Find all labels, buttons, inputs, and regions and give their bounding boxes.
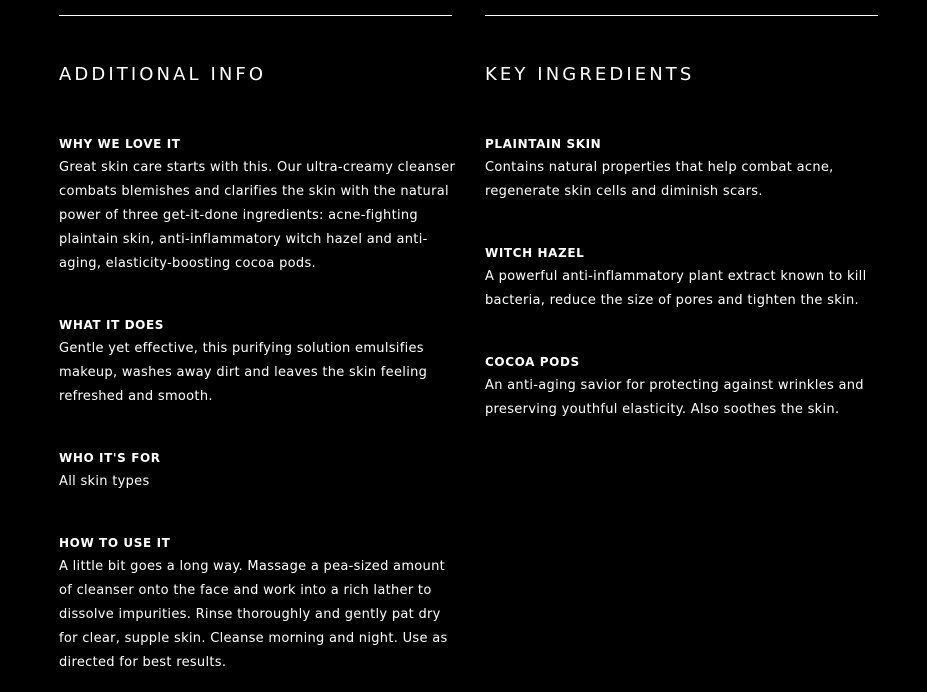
section-why-we-love-it: [59, 136, 456, 276]
text-line: plaintain skin, anti-inflammatory witch hazel and anti-: [59, 232, 428, 247]
text-line: regenerate skin cells and diminish scars.: [485, 184, 763, 199]
text-line: dissolve impurities. Rinse thoroughly and gently pat dry: [59, 607, 441, 622]
key-ingredients-title: KEY INGREDIENTS: [485, 64, 695, 85]
section-text: [59, 470, 452, 494]
ingredient-heading: PLAINTAIN SKIN: [485, 137, 602, 151]
ingredient-text: [485, 374, 878, 422]
text-line: refreshed and smooth.: [59, 389, 213, 404]
ingredient-cocoa-pods: [485, 354, 878, 422]
text-line: A powerful anti-inflammatory plant extract known to kill: [485, 269, 867, 284]
section-text: [59, 337, 452, 409]
section-who-its-for: [59, 450, 452, 494]
ingredient-heading: WITCH HAZEL: [485, 246, 585, 260]
additional-info-title: ADDITIONAL INFO: [59, 64, 267, 85]
text-line: preserving youthful elasticity. Also soothes the skin.: [485, 402, 840, 417]
divider: [59, 15, 452, 16]
text-line: An anti-aging savior for protecting against wrinkles and: [485, 378, 864, 393]
text-line: Gentle yet effective, this purifying solution emulsifies: [59, 341, 424, 356]
text-line: for clear, supple skin. Cleanse morning and night. Use as: [59, 631, 448, 646]
ingredient-witch-hazel: [485, 245, 878, 313]
section-what-it-does: [59, 317, 452, 409]
text-line: Great skin care starts with this. Our ultra-creamy cleanser: [59, 160, 456, 175]
text-line: combats blemishes and clarifies the skin with the natural: [59, 184, 449, 199]
text-line: aging, elasticity-boosting cocoa pods.: [59, 256, 316, 271]
text-line: power of three get-it-done ingredients: acne-fighting: [59, 208, 418, 223]
text-line: All skin types: [59, 474, 150, 489]
text-line: makeup, washes away dirt and leaves the skin feeling: [59, 365, 428, 380]
section-text: [59, 555, 452, 675]
section-text: [59, 156, 456, 276]
ingredient-text: [485, 265, 878, 313]
text-line: Contains natural properties that help combat acne,: [485, 160, 834, 175]
text-line: of cleanser onto the face and work into a rich lather to: [59, 583, 432, 598]
ingredient-heading: COCOA PODS: [485, 355, 580, 369]
text-line: bacteria, reduce the size of pores and tighten the skin.: [485, 293, 859, 308]
section-heading: WHY WE LOVE IT: [59, 137, 181, 151]
text-line: directed for best results.: [59, 655, 227, 670]
text-line: A little bit goes a long way. Massage a pea-sized amount: [59, 559, 446, 574]
section-heading: HOW TO USE IT: [59, 536, 171, 550]
divider: [485, 15, 878, 16]
ingredient-plaintain-skin: [485, 136, 878, 204]
ingredient-text: [485, 156, 878, 204]
section-heading: WHAT IT DOES: [59, 318, 165, 332]
section-how-to-use-it: [59, 535, 452, 675]
section-heading: WHO IT'S FOR: [59, 451, 161, 465]
